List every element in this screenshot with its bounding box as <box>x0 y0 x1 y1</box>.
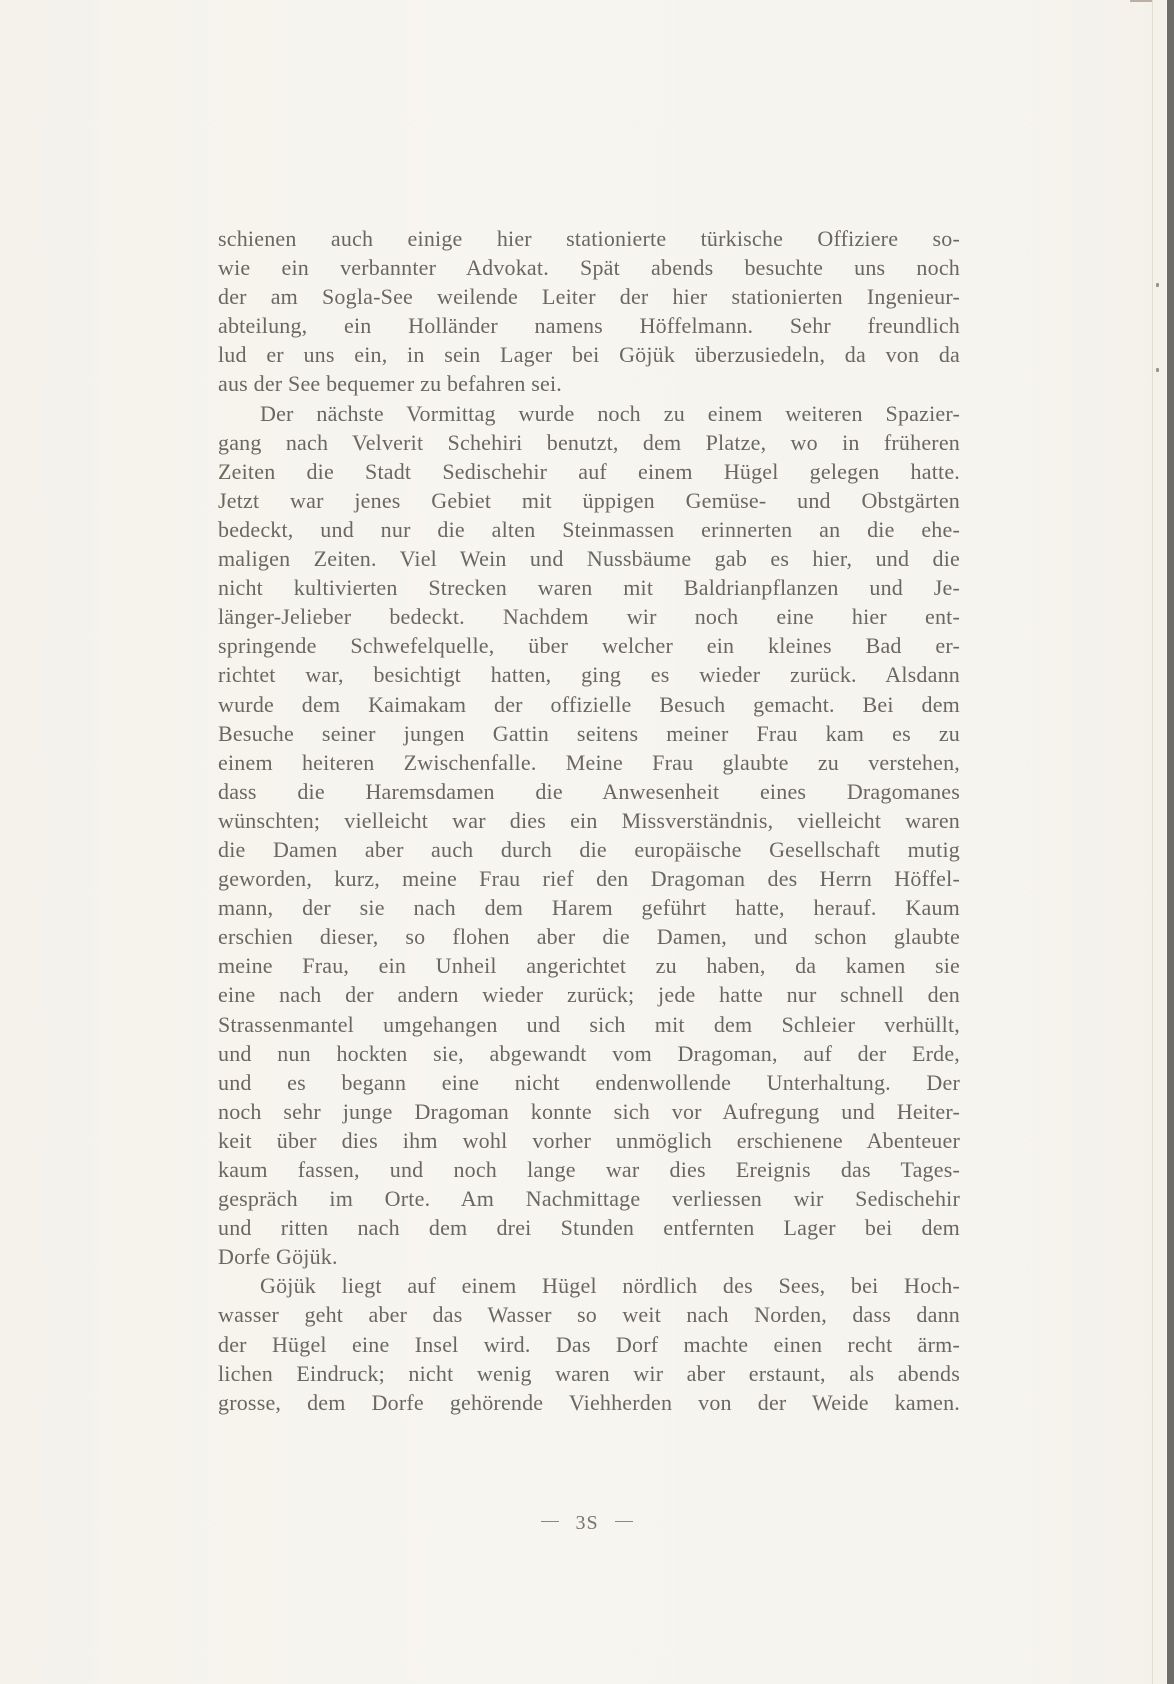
text-line: Jetzt war jenes Gebiet mit üppigen Gemüse- und Obstgärten <box>218 487 960 513</box>
text-line: wünschten; vielleicht war dies ein Missverständnis, vielleicht waren <box>218 807 960 833</box>
text-line: wasser geht aber das Wasser so weit nach Norden, dass dann <box>218 1302 960 1328</box>
text-line: und nun hockten sie, abgewandt vom Dragoman, auf der Erde, <box>218 1040 960 1066</box>
scan-mark <box>1156 283 1159 287</box>
text-line: kaum fassen, und noch lange war dies Ereignis das Tages- <box>218 1157 960 1182</box>
text-line: maligen Zeiten. Viel Wein und Nussbäume gab es hier, und die <box>218 546 960 572</box>
text-line: wurde dem Kaimakam der offizielle Besuch gemacht. Bei dem <box>218 691 960 717</box>
text-line: meine Frau, ein Unheil angerichtet zu haben, da kamen sie <box>218 953 960 979</box>
text-line: und ritten nach dem drei Stunden entfernten Lager bei dem <box>218 1215 960 1241</box>
text-line: schienen auch einige hier stationierte türkische Offiziere so- <box>218 226 960 251</box>
text-line: aus der See bequemer zu befahren sei. <box>218 371 562 397</box>
text-line: Göjük liegt auf einem Hügel nördlich des Sees, bei Hoch- <box>260 1273 960 1299</box>
text-line: nicht kultivierten Strecken waren mit Baldrianpflanzen und Je- <box>218 575 960 601</box>
page-edge-line <box>1152 0 1153 1684</box>
text-line: richtet war, besichtigt hatten, ging es wieder zurück. Alsdann <box>218 662 960 688</box>
body-text <box>218 224 960 1417</box>
text-line: erschien dieser, so flohen aber die Damen, und schon glaubte <box>218 924 960 950</box>
text-line: noch sehr junge Dragoman konnte sich vor Aufregung und Heiter- <box>218 1098 960 1124</box>
text-line: springende Schwefelquelle, über welcher ein kleines Bad er- <box>218 633 960 659</box>
text-line: lud er uns ein, in sein Lager bei Göjük überzusiedeln, da von da <box>218 342 960 368</box>
text-line: abteilung, ein Holländer namens Höffelmann. Sehr freundlich <box>218 313 960 339</box>
text-line: lichen Eindruck; nicht wenig waren wir aber erstaunt, als abends <box>218 1360 960 1386</box>
text-line: Strassenmantel umgehangen und sich mit dem Schleier verhüllt, <box>218 1011 960 1037</box>
text-line: wie ein verbannter Advokat. Spät abends besuchte uns noch <box>218 255 960 281</box>
text-line: Zeiten die Stadt Sedischehir auf einem Hügel gelegen hatte. <box>218 458 960 484</box>
text-line: und es begann eine nicht endenwollende Unterhaltung. Der <box>218 1069 960 1095</box>
text-line: Der nächste Vormittag wurde noch zu einem weiteren Spazier- <box>260 400 960 426</box>
dash-left <box>541 1521 559 1522</box>
text-line: der am Sogla-See weilende Leiter der hier stationierten Ingenieur- <box>218 284 960 310</box>
text-line: dass die Haremsdamen die Anwesenheit eines Dragomanes <box>218 778 960 804</box>
text-line: einem heiteren Zwischenfalle. Meine Frau glaubte zu verstehen, <box>218 749 960 775</box>
text-line: grosse, dem Dorfe gehörende Viehherden von der Weide kamen. <box>218 1389 960 1415</box>
text-line: Besuche seiner jungen Gattin seitens meiner Frau kam es zu <box>218 720 960 746</box>
text-line: keit über dies ihm wohl vorher unmöglich erschienene Abenteuer <box>218 1127 960 1153</box>
scan-edge-border <box>1167 0 1174 1684</box>
scan-mark <box>1156 368 1159 372</box>
text-line: bedeckt, und nur die alten Steinmassen erinnerten an die ehe- <box>218 516 960 542</box>
text-line: geworden, kurz, meine Frau rief den Dragoman des Herrn Höffel- <box>218 866 960 892</box>
text-line: die Damen aber auch durch die europäische Gesellschaft mutig <box>218 836 960 862</box>
text-line: länger-Jelieber bedeckt. Nachdem wir noch eine hier ent- <box>218 604 960 630</box>
text-line: gang nach Velverit Schehiri benutzt, dem Platze, wo in früheren <box>218 429 960 455</box>
page-number <box>0 1512 1174 1535</box>
page-number-text: 3S <box>575 1512 599 1534</box>
text-line: mann, der sie nach dem Harem geführt hatte, herauf. Kaum <box>218 895 960 921</box>
dash-right <box>615 1521 633 1522</box>
text-line: eine nach der andern wieder zurück; jede hatte nur schnell den <box>218 982 960 1008</box>
text-line: Dorfe Göjük. <box>218 1244 338 1270</box>
scan-artifact-top <box>1130 0 1152 2</box>
text-line: gespräch im Orte. Am Nachmittage verliessen wir Sedischehir <box>218 1186 960 1212</box>
text-line: der Hügel eine Insel wird. Das Dorf machte einen recht ärm- <box>218 1331 960 1357</box>
